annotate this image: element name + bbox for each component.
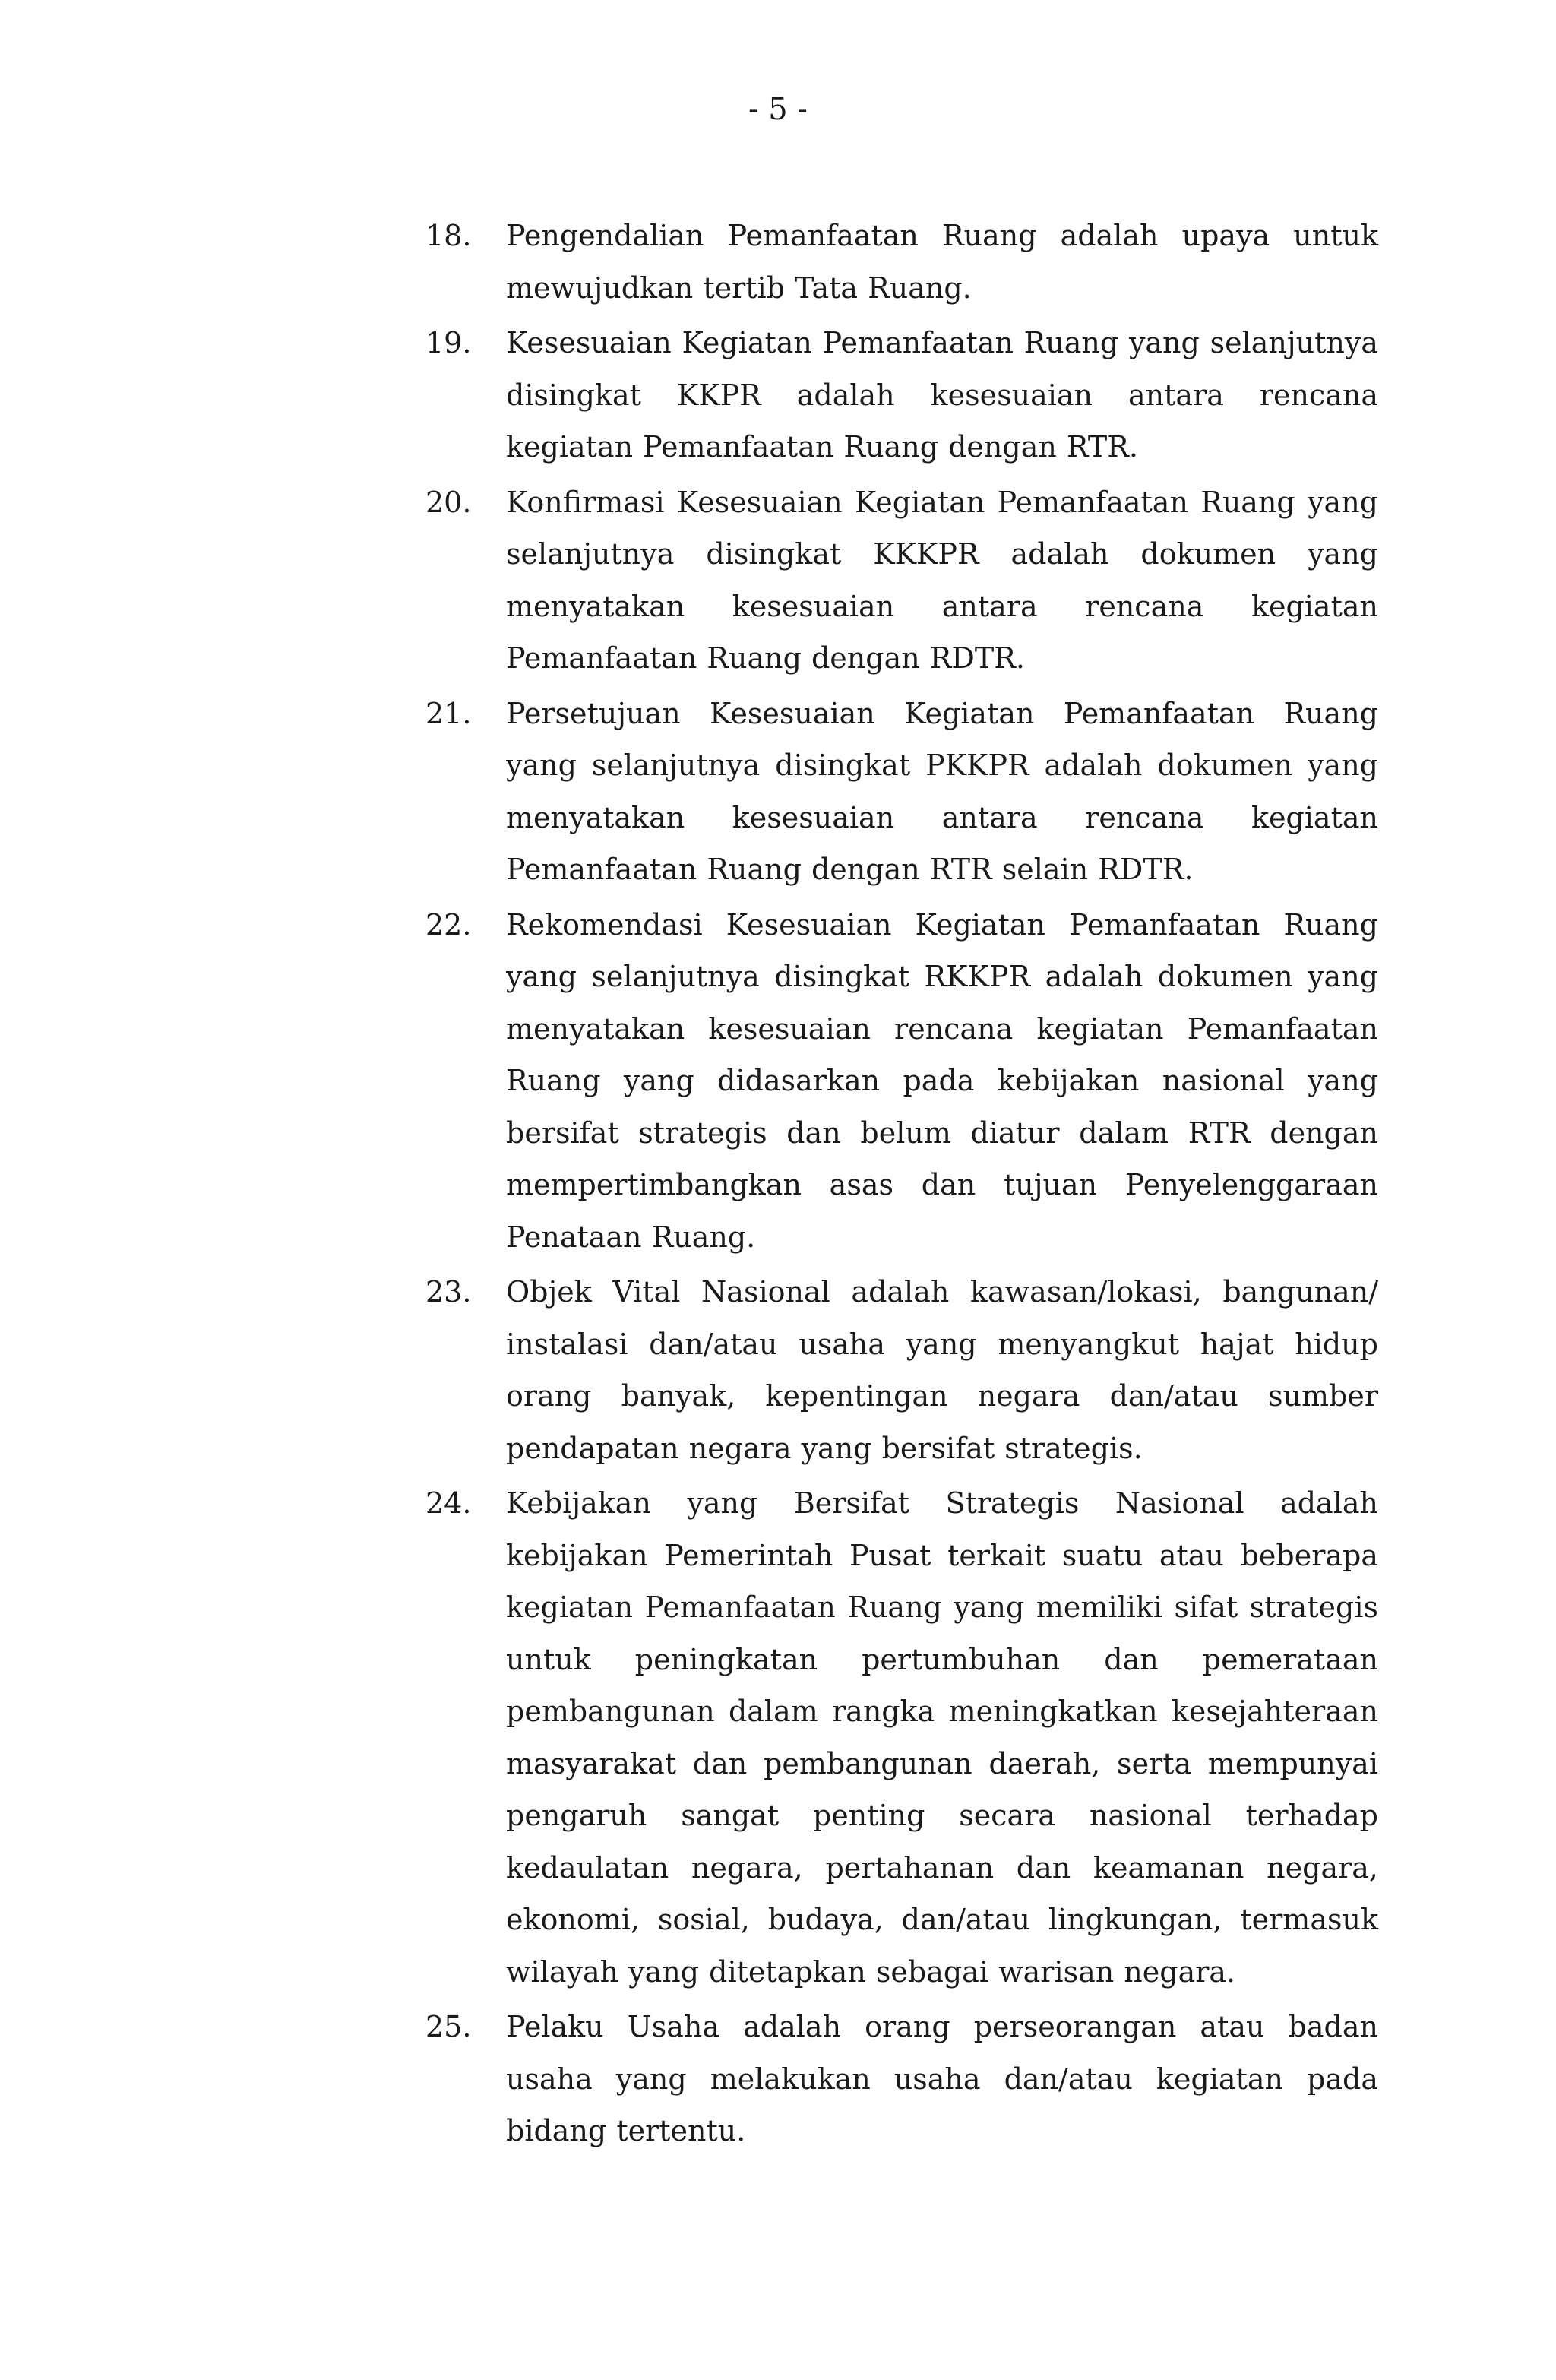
definition-text: Konfirmasi Kesesuaian Kegiatan Pemanfaatan Ruang yang selanjutnya disingkat KKKPR adalah dokumen yang menyatakan kesesuaian antara rencana kegiatan Pemanfaatan Ruang dengan RDTR.	[506, 485, 1378, 675]
definition-item-22	[425, 899, 1378, 1264]
definitions-list	[425, 210, 1378, 2160]
definition-item-18	[425, 210, 1378, 314]
definition-item-25	[425, 2001, 1378, 2157]
definition-text: Kebijakan yang Bersifat Strategis Nasional adalah kebijakan Pemerintah Pusat terkait suatu atau beberapa kegiatan Pemanfaatan Ruang yang memiliki sifat strategis untuk peningkatan pertumbuhan dan pemerataan pembangunan dalam rangka meningkatkan kesejahteraan masyarakat dan pembangunan daerah, serta mempunyai pengaruh sangat penting secara nasional terhadap kedaulatan negara, pertahanan dan keamanan negara, ekonomi, sosial, budaya, dan/atau lingkungan, termasuk wilayah yang ditetapkan sebagai warisan negara.	[506, 1486, 1378, 1989]
definition-number: 22.	[425, 907, 472, 942]
definition-item-24	[425, 1477, 1378, 1998]
definition-number: 20.	[425, 485, 472, 519]
definition-number: 25.	[425, 2010, 472, 2043]
definition-item-20	[425, 476, 1378, 685]
definition-item-19	[425, 317, 1378, 473]
definition-text: Rekomendasi Kesesuaian Kegiatan Pemanfaatan Ruang yang selanjutnya disingkat RKKPR adalah dokumen yang menyatakan kesesuaian rencana kegiatan Pemanfaatan Ruang yang didasarkan pada kebijakan nasional yang bersifat strategis dan belum diatur dalam RTR dengan mempertimbangkan asas dan tujuan Penyelenggaraan Penataan Ruang.	[506, 907, 1378, 1254]
definition-text: Kesesuaian Kegiatan Pemanfaatan Ruang yang selanjutnya disingkat KKPR adalah kesesuaian antara rencana kegiatan Pemanfaatan Ruang dengan RTR.	[506, 326, 1378, 464]
page-number: - 5 -	[748, 92, 808, 127]
definition-text: Persetujuan Kesesuaian Kegiatan Pemanfaatan Ruang yang selanjutnya disingkat PKKPR adalah dokumen yang menyatakan kesesuaian antara rencana kegiatan Pemanfaatan Ruang dengan RTR selain RDTR.	[506, 696, 1378, 886]
definition-text: Objek Vital Nasional adalah kawasan/lokasi, bangunan/ instalasi dan/atau usaha yang menyangkut hajat hidup orang banyak, kepentingan negara dan/atau sumber pendapatan negara yang bersifat strategis.	[506, 1275, 1378, 1465]
definition-text: Pelaku Usaha adalah orang perseorangan atau badan usaha yang melakukan usaha dan/atau kegiatan pada bidang tertentu.	[506, 2010, 1378, 2147]
definition-number: 18.	[425, 219, 472, 252]
definition-number: 23.	[425, 1275, 472, 1309]
definition-number: 21.	[425, 696, 472, 730]
definition-item-21	[425, 688, 1378, 896]
definition-item-23	[425, 1266, 1378, 1474]
definition-number: 24.	[425, 1486, 472, 1520]
definition-text: Pengendalian Pemanfaatan Ruang adalah upaya untuk mewujudkan tertib Tata Ruang.	[506, 219, 1378, 305]
definition-number: 19.	[425, 326, 472, 359]
